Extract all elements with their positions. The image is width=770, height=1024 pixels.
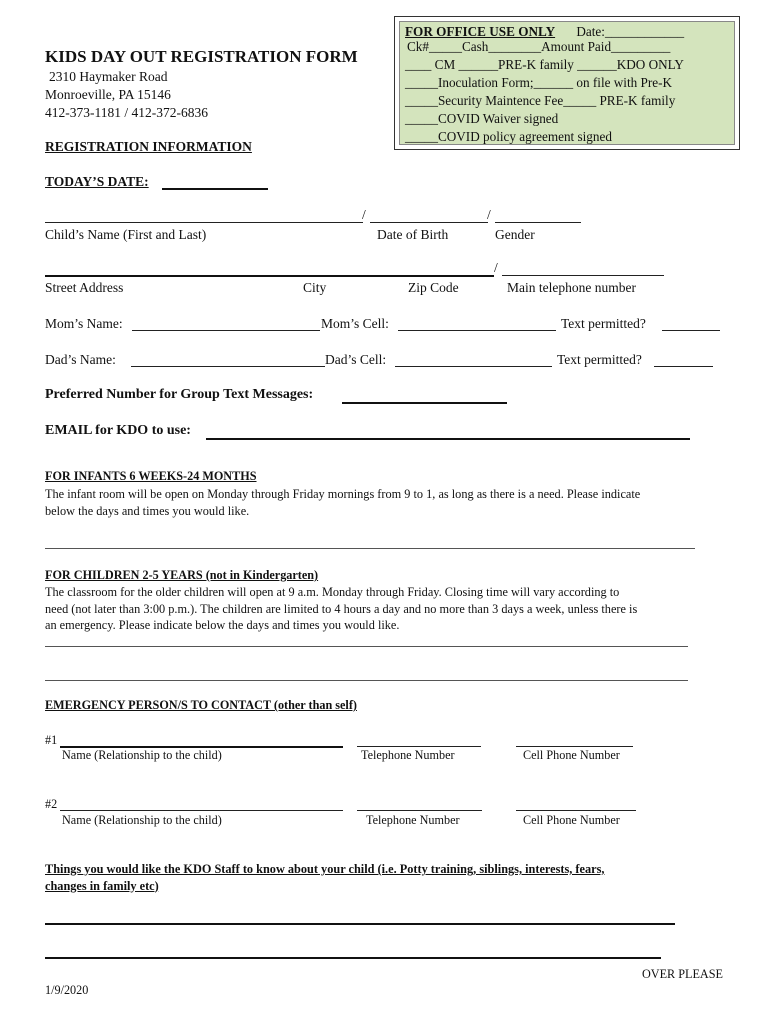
slash-separator: / bbox=[487, 207, 491, 222]
infants-days-field[interactable] bbox=[45, 548, 695, 549]
dads-cell-field[interactable] bbox=[395, 366, 552, 367]
address-line-2: Monroeville, PA 15146 bbox=[45, 87, 171, 102]
office-date-field[interactable]: Date:____________ bbox=[576, 24, 685, 39]
group-text-label: Preferred Number for Group Text Messages: bbox=[45, 387, 314, 402]
emergency-1-telephone-label: Telephone Number bbox=[361, 748, 455, 762]
main-phone-field[interactable] bbox=[502, 275, 664, 276]
emergency-1-name-label: Name (Relationship to the child) bbox=[62, 748, 222, 762]
slash-separator: / bbox=[494, 260, 498, 275]
main-phone-label: Main telephone number bbox=[507, 280, 636, 295]
city-label: City bbox=[303, 280, 327, 295]
moms-cell-label: Mom’s Cell: bbox=[321, 316, 389, 331]
emergency-1-cell-field[interactable] bbox=[516, 746, 633, 747]
emergency-2-telephone-field[interactable] bbox=[357, 810, 482, 811]
things-line-1: Things you would like the KDO Staff to know about your child (i.e. Potty training, siblings, interests, fears, bbox=[45, 862, 605, 876]
gender-field[interactable] bbox=[495, 222, 581, 223]
office-row-security[interactable]: _____Security Maintence Fee_____ PRE-K family bbox=[405, 93, 676, 108]
zip-label: Zip Code bbox=[408, 280, 459, 295]
emergency-2-cell-label: Cell Phone Number bbox=[523, 813, 620, 827]
moms-name-label: Mom’s Name: bbox=[45, 316, 123, 331]
children-days-field-2[interactable] bbox=[45, 680, 688, 681]
emergency-2-telephone-label: Telephone Number bbox=[366, 813, 460, 827]
office-row-covid-waiver[interactable]: _____COVID Waiver signed bbox=[405, 111, 559, 126]
children-days-field-1[interactable] bbox=[45, 646, 688, 647]
children-line-2: need (not later than 3:00 p.m.). The children are limited to 4 hours a day and no more than 3 days a week, unless there is bbox=[45, 601, 638, 616]
moms-cell-field[interactable] bbox=[398, 330, 556, 331]
emergency-2-cell-field[interactable] bbox=[516, 810, 636, 811]
office-header-row bbox=[405, 24, 684, 40]
child-name-label: Child’s Name (First and Last) bbox=[45, 227, 207, 242]
infants-line-2: below the days and times you would like. bbox=[45, 503, 250, 518]
emergency-heading: EMERGENCY PERSON/S TO CONTACT (other than self) bbox=[45, 698, 357, 712]
gender-label: Gender bbox=[495, 227, 535, 242]
children-line-3: an emergency. Please indicate below the days and times you would like. bbox=[45, 618, 400, 632]
office-row-covid-policy[interactable]: _____COVID policy agreement signed bbox=[405, 129, 612, 144]
email-label: EMAIL for KDO to use: bbox=[45, 423, 191, 438]
children-description bbox=[45, 584, 637, 634]
street-address-field[interactable] bbox=[45, 275, 494, 277]
mom-text-permitted-field[interactable] bbox=[662, 330, 720, 331]
children-heading: FOR CHILDREN 2-5 YEARS (not in Kindergarten) bbox=[45, 568, 319, 582]
office-row-payment[interactable]: Ck#_____Cash________Amount Paid_________ bbox=[407, 39, 671, 54]
todays-date-label: TODAY’S DATE: bbox=[45, 174, 149, 189]
revision-date: 1/9/2020 bbox=[45, 983, 89, 997]
dads-name-label: Dad’s Name: bbox=[45, 352, 116, 367]
todays-date-field[interactable] bbox=[162, 188, 268, 190]
emergency-1-telephone-field[interactable] bbox=[357, 746, 481, 747]
emergency-2-number: #2 bbox=[45, 797, 58, 811]
children-line-1: The classroom for the older children will open at 9 a.m. Monday through Friday. Closing time will vary according to bbox=[45, 585, 620, 599]
over-please-note: OVER PLEASE bbox=[642, 967, 723, 981]
registration-heading: REGISTRATION INFORMATION bbox=[45, 139, 252, 154]
things-line-2: changes in family etc) bbox=[45, 878, 159, 893]
things-field-1[interactable] bbox=[45, 923, 675, 925]
office-row-family[interactable]: ____ CM ______PRE-K family ______KDO ONLY bbox=[405, 57, 684, 72]
infants-heading: FOR INFANTS 6 WEEKS-24 MONTHS bbox=[45, 469, 257, 483]
office-use-box bbox=[394, 16, 740, 150]
dads-name-field[interactable] bbox=[131, 366, 325, 367]
email-field[interactable] bbox=[206, 438, 690, 440]
moms-name-field[interactable] bbox=[132, 330, 320, 331]
dob-label: Date of Birth bbox=[377, 227, 449, 242]
infants-description bbox=[45, 486, 640, 519]
emergency-2-name-label: Name (Relationship to the child) bbox=[62, 813, 222, 827]
slash-separator: / bbox=[362, 207, 366, 222]
phone-numbers: 412-373-1181 / 412-372-6836 bbox=[45, 105, 208, 120]
emergency-1-number: #1 bbox=[45, 733, 58, 747]
emergency-1-cell-label: Cell Phone Number bbox=[523, 748, 620, 762]
child-name-field[interactable] bbox=[45, 222, 363, 223]
dad-text-permitted-label: Text permitted? bbox=[557, 352, 642, 367]
street-address-label: Street Address bbox=[45, 280, 124, 295]
infants-line-1: The infant room will be open on Monday through Friday mornings from 9 to 1, as long as there is a need. Please indicate bbox=[45, 487, 641, 501]
dad-text-permitted-field[interactable] bbox=[654, 366, 713, 367]
group-text-field[interactable] bbox=[342, 402, 507, 404]
office-header: FOR OFFICE USE ONLY bbox=[405, 24, 556, 39]
dob-field[interactable] bbox=[370, 222, 488, 223]
form-title: KIDS DAY OUT REGISTRATION FORM bbox=[45, 47, 358, 66]
emergency-2-name-field[interactable] bbox=[60, 810, 343, 811]
mom-text-permitted-label: Text permitted? bbox=[561, 316, 646, 331]
dads-cell-label: Dad’s Cell: bbox=[325, 352, 387, 367]
things-to-know-heading bbox=[45, 861, 604, 894]
address-line-1: 2310 Haymaker Road bbox=[49, 69, 168, 84]
office-row-inoculation[interactable]: _____Inoculation Form;______ on file with Pre-K bbox=[405, 75, 673, 90]
things-field-2[interactable] bbox=[45, 957, 661, 959]
